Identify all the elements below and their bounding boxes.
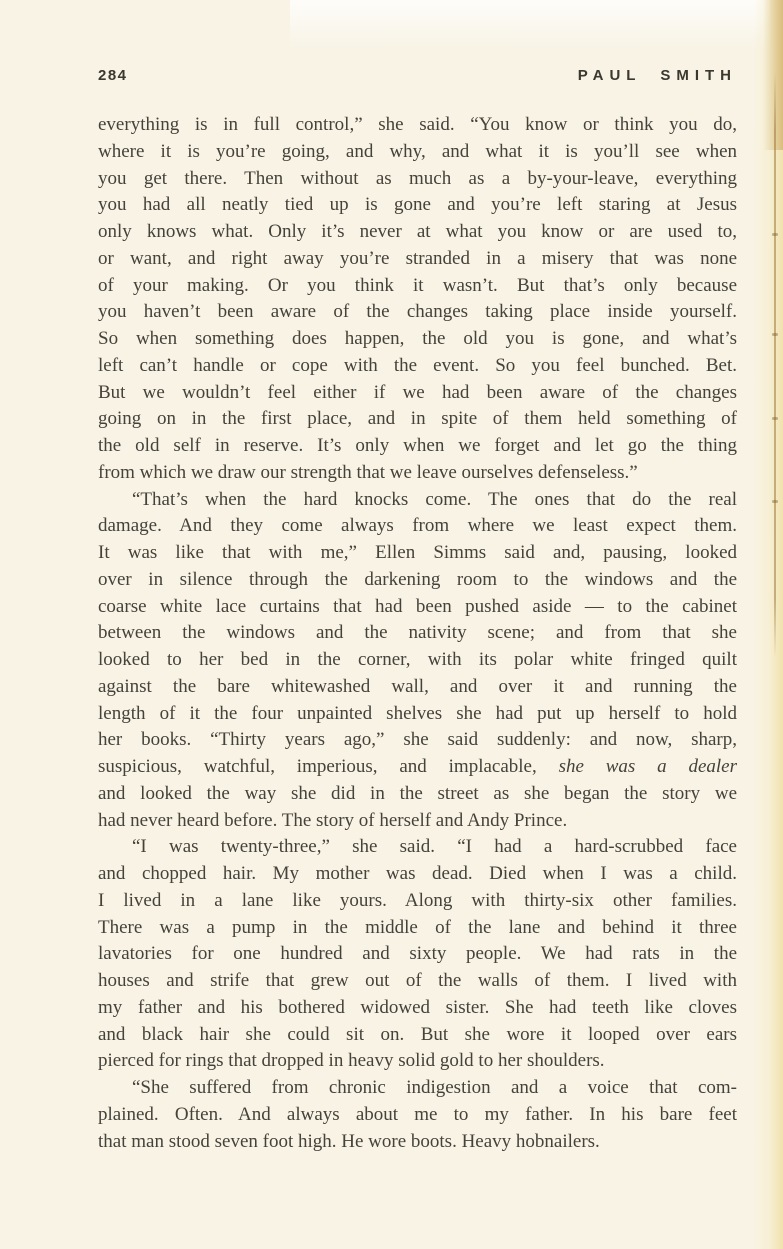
text-line: where it is you’re going, and why, and what it is you’ll see when [98, 140, 737, 162]
text-line: plained. Often. And always about me to my father. In his bare feet [98, 1103, 737, 1125]
paragraph [98, 112, 737, 487]
text-line: But we wouldn’t feel either if we had been aware of the changes [98, 381, 737, 403]
text-line: houses and strife that grew out of the walls of them. I lived with [98, 970, 737, 991]
body-text [98, 112, 737, 1155]
paragraph [98, 487, 737, 835]
text-line: “She suffered from chronic indigestion and a voice that com- [132, 1077, 737, 1098]
text-line: left can’t handle or cope with the event. So you feel bunched. Bet. [98, 354, 737, 376]
text-line: her books. “Thirty years ago,” she said suddenly: and now, sharp, [98, 729, 737, 751]
text-line: “That’s when the hard knocks come. The ones that do the real [132, 488, 737, 510]
text-line: everything is in full control,” she said. “You know or think you do, [98, 114, 737, 135]
text-line: It was like that with me,” Ellen Simms said and, pausing, looked [98, 542, 737, 563]
text-line: that man stood seven foot high. He wore boots. Heavy hobnailers. [98, 1130, 600, 1152]
text-line: going on in the first place, and in spite of them held something of [98, 408, 737, 430]
text-line: suspicious, watchful, imperious, and implacable, she was a dealer [98, 756, 738, 777]
running-header-author: PAUL SMITH [577, 67, 737, 84]
text-line: length of it the four unpainted shelves she had put up herself to hold [98, 702, 737, 724]
scan-light-band [290, 0, 770, 50]
text-line: and looked the way she did in the street as she began the story we [98, 782, 737, 804]
page-edge-mark [772, 233, 778, 236]
text-line: and black hair she could sit on. But she wore it looped over ears [98, 1023, 737, 1045]
text-line: had never heard before. The story of herself and Andy Prince. [98, 809, 568, 831]
text-line: my father and his bothered widowed sister. She had teeth like cloves [98, 996, 737, 1018]
text-line: “I was twenty-three,” she said. “I had a hard-scrubbed face [132, 836, 737, 858]
text-line: and chopped hair. My mother was dead. Died when I was a child. [98, 863, 737, 884]
running-head [98, 67, 737, 84]
text-line: or want, and right away you’re stranded in a misery that was none [98, 247, 737, 269]
text-line: So when something does happen, the old you is gone, and what’s [98, 328, 737, 349]
text-line: There was a pump in the middle of the lane and behind it three [98, 916, 737, 938]
paragraph [98, 1075, 737, 1155]
page-edge-mark [772, 500, 778, 503]
text-line: between the windows and the nativity scene; and from that she [98, 622, 737, 644]
text-line: over in silence through the darkening room to the windows and the [98, 568, 737, 590]
text-line: damage. And they come always from where we least expect them. [98, 515, 737, 537]
text-line: you get there. Then without as much as a by-your-leave, everything [98, 167, 737, 189]
page-edge-shading [753, 0, 783, 1249]
text-line: from which we draw our strength that we leave ourselves defenseless.” [98, 461, 638, 483]
page-edge-corner [763, 0, 783, 150]
text-line: against the bare whitewashed wall, and over it and running the [98, 675, 737, 697]
text-line: you had all neatly tied up is gone and you’re left staring at Jesus [98, 194, 737, 216]
text-line: I lived in a lane like yours. Along with thirty-six other families. [98, 889, 737, 911]
text-line: only knows what. Only it’s never at what you know or are used to, [98, 221, 737, 242]
text-line: you haven’t been aware of the changes taking place inside yourself. [98, 301, 737, 323]
text-line: of your making. Or you think it wasn’t. But that’s only because [98, 274, 737, 296]
text-line: coarse white lace curtains that had been pushed aside — to the cabinet [98, 595, 737, 617]
page-number: 284 [98, 67, 128, 84]
text-line: pierced for rings that dropped in heavy solid gold to her shoulders. [98, 1050, 605, 1072]
text-line: lavatories for one hundred and sixty people. We had rats in the [98, 943, 737, 965]
page-edge-mark [772, 333, 778, 336]
paragraph [98, 834, 737, 1075]
page-edge-mark [772, 417, 778, 420]
page-edge-line [774, 72, 776, 657]
text-line: looked to her bed in the corner, with its polar white fringed quilt [98, 649, 737, 670]
text-line: the old self in reserve. It’s only when we forget and let go the thing [98, 435, 737, 456]
